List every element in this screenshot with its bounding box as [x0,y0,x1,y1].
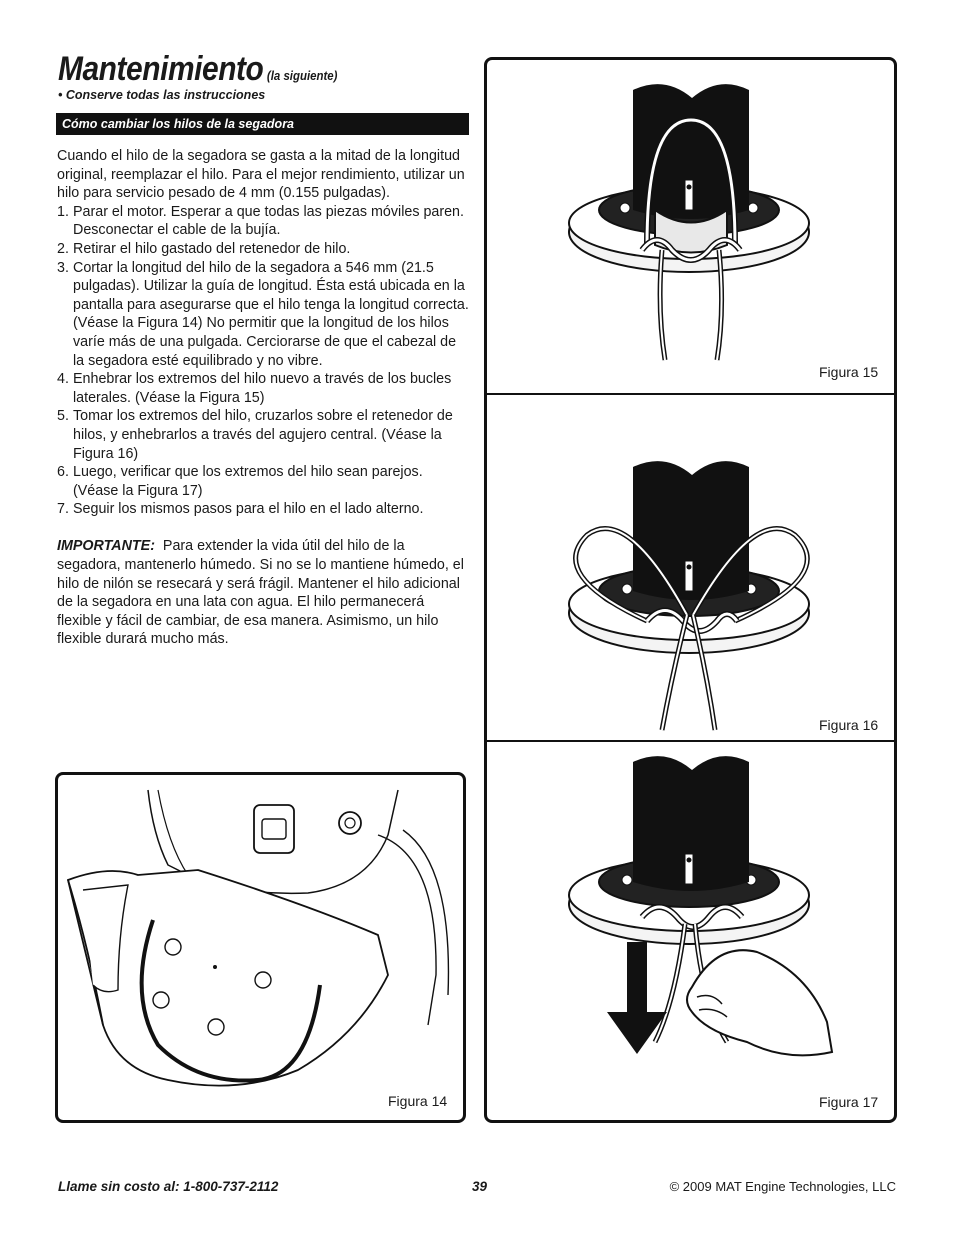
step-text: Enhebrar los extremos del hilo nuevo a través de los bucles laterales. (Véase la Figura 15) [73,371,452,406]
spacer [57,519,471,538]
figure-14-panel [55,772,466,1123]
step-text: Tomar los extremos del hilo, cruzarlos sobre el retenedor de hilos, y enhebrarlos a través del agujero central. (Véase la Figura 16) [73,408,453,462]
instructions-note: • Conserve todas las instrucciones [58,88,266,102]
page-number: 39 [472,1179,488,1194]
step-item [57,407,471,463]
step-item [57,500,471,519]
figures-15-16-17-panel [484,57,897,1123]
instructions-body [57,147,471,649]
section-header [56,113,469,135]
page-title [58,50,337,89]
step-item [57,240,471,259]
step-text: Luego, verificar que los extremos del hilo sean parejos. (Véase la Figura 17) [73,464,423,499]
step-number: 6. [57,464,69,481]
important-text: Para extender la vida útil del hilo de la segadora, mantenerlo húmedo. Si no se lo mantiene húmedo, el hilo de nilón se resecará y será frágil. Mantener el hilo adicional de la segadora en una lata con agua. El hilo permanecerá flexible y fácil de cambiar, de esa manera. Asimismo, un hilo flexible durará mucho más. [57,538,464,648]
step-text: Cortar la longitud del hilo de la segadora a 546 mm (21.5 pulgadas). Utilizar la guía de longitud. Ésta está ubicada en la pantalla para asegurarse que el hilo tenga la longitud correcta. (Véase la Figura 14) No permitir que la longitud de los hilos varíe más de una pulgada. Cerciorarse de que el cabezal de la segadora esté equilibrado y no vibre. [73,259,469,369]
step-number: 2. [57,240,69,257]
figure-15-illustration [487,60,894,395]
page-title-text: Mantenimiento [58,50,264,88]
step-number: 1. [57,203,69,220]
intro-paragraph: Cuando el hilo de la segadora se gasta a la mitad de la longitud original, reemplazar el hilo. Para el mejor rendimiento, utilizar un hilo para servicio pesado de 4 mm (0.155 pulgadas). [57,148,465,202]
step-text: Seguir los mismos pasos para el hilo en el lado alterno. [73,501,424,518]
figure-14-illustration [58,775,463,1120]
step-text: Retirar el hilo gastado del retenedor de hilo. [73,240,351,257]
important-label: IMPORTANTE: [57,538,155,555]
figure-16-caption: Figura 16 [819,717,879,733]
step-item [57,259,471,371]
step-text: Parar el motor. Esperar a que todas las piezas móviles paren. Desconectar el cable de la bujía. [73,203,464,239]
step-number: 7. [57,501,69,518]
page-subtitle: (la siguiente) [266,68,338,83]
figure-17-caption: Figura 17 [819,1094,879,1110]
footer-phone: Llame sin costo al: 1-800-737-2112 [58,1179,279,1194]
section-header-text: Cómo cambiar los hilos de la segadora [62,117,295,131]
figure-17-illustration [487,742,894,1120]
step-number: 3. [57,259,69,276]
step-number: 4. [57,371,69,388]
footer-copyright: © 2009 MAT Engine Technologies, LLC [669,1179,896,1194]
figure-15-caption: Figura 15 [819,364,879,380]
figure-16-illustration [487,395,894,740]
figure-14-caption: Figura 14 [388,1093,448,1109]
important-note [57,537,471,649]
step-item [57,370,471,407]
step-number: 5. [57,408,69,425]
step-item [57,203,471,240]
step-item [57,463,471,500]
